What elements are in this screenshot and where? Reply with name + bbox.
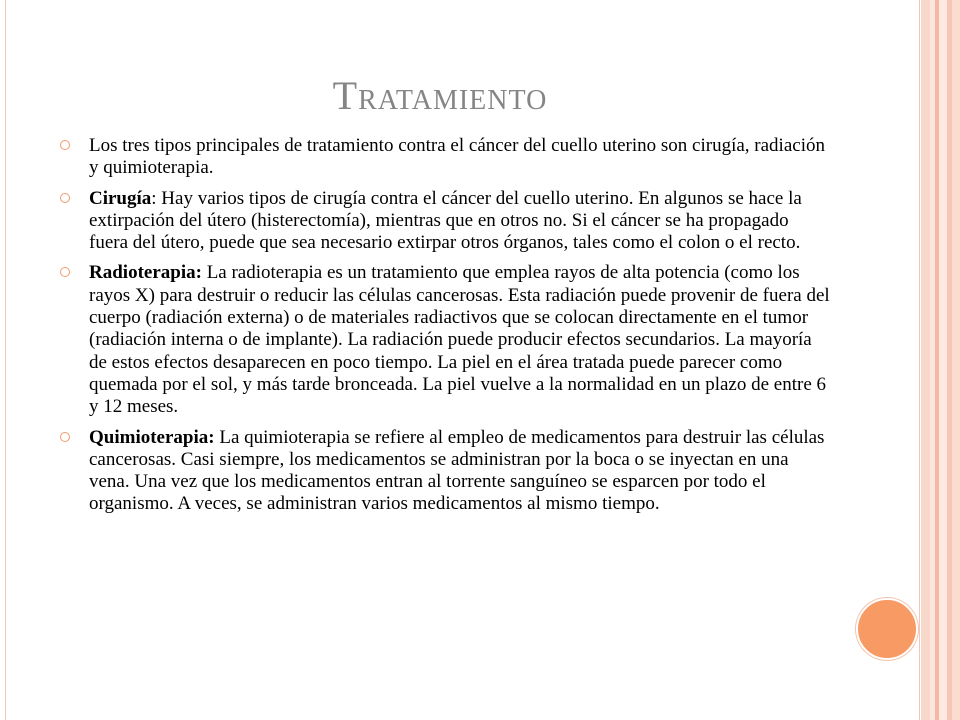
decorative-stripes bbox=[921, 0, 960, 720]
bullet-label: Radioterapia: bbox=[89, 262, 202, 284]
bullet-text: La radioterapia es un tratamiento que emplea rayos de alta potencia (como los rayos X) para destruir o reducir las células cancerosas. Esta radiación puede provenir de fuera del cuerpo (radiación externa) o de materiales radiactivos que se colocan directamente en el tumor (radiación interna o de implante). La radiación puede producir efectos secundarios. La mayoría de estos efectos desaparecen en poco tiempo. La piel en el área tratada puede parecer como quemada por el sol, y más tarde bronceada. La piel vuelve a la normalidad en un plazo de entre 6 y 12 meses. bbox=[89, 262, 830, 418]
decorative-circle bbox=[856, 598, 918, 660]
list-item bbox=[60, 135, 830, 180]
circle-bullet-icon bbox=[60, 432, 70, 442]
stripe bbox=[939, 0, 947, 720]
circle-bullet-icon bbox=[60, 267, 70, 277]
list-item bbox=[60, 188, 830, 255]
list-item bbox=[60, 427, 830, 516]
slide-title: Tratamiento bbox=[332, 73, 548, 118]
bullet-label: Cirugía bbox=[89, 187, 152, 209]
stripe bbox=[921, 0, 930, 720]
list-item bbox=[60, 262, 830, 418]
bullet-text: Los tres tipos principales de tratamiento contra el cáncer del cuello uterino son cirugía, radiación y quimioterapia. bbox=[89, 135, 825, 179]
circle-bullet-icon bbox=[60, 140, 70, 150]
bullet-list bbox=[60, 135, 830, 524]
bullet-text: La quimioterapia se refiere al empleo de medicamentos para destruir las células cancerosas. Casi siempre, los medicamentos se administran por la boca o se inyectan en una vena. Una vez que los medicamentos entran al torrente sanguíneo se esparcen por todo el organismo. A veces, se administran varios medicamentos al mismo tiempo. bbox=[89, 426, 825, 515]
circle-bullet-icon bbox=[60, 193, 70, 203]
bullet-text: : Hay varios tipos de cirugía contra el cáncer del cuello uterino. En algunos se hace la extirpación del útero (histerectomía), mientras que en otros no. Si el cáncer se ha propagado fuera del útero, puede que sea necesario extirpar otros órganos, tales como el colon o el recto. bbox=[89, 187, 802, 254]
bullet-label: Quimioterapia: bbox=[89, 426, 215, 448]
stripe bbox=[952, 0, 960, 720]
